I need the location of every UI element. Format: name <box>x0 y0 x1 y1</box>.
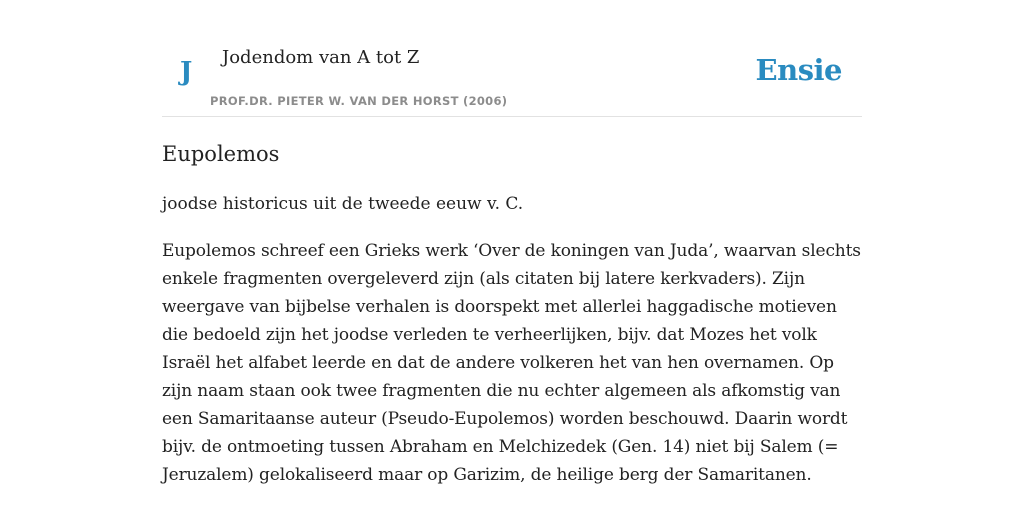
header <box>162 0 862 117</box>
book-title-link[interactable]: Jodendom van A tot Z <box>222 47 420 68</box>
entry-subtitle: joodse historicus uit de tweede eeuw v. C. <box>162 194 524 214</box>
ensie-logo-link[interactable]: Ensie <box>755 53 842 87</box>
entry-content <box>162 138 864 489</box>
book-letter-icon[interactable]: J <box>180 57 193 87</box>
entry-body: Eupolemos schreef een Grieks werk ‘Over de koningen van Juda’, waarvan slechts enkele fragmenten overgeleverd zijn (als citaten bij latere kerkvaders). Zijn weergave van bijbelse verhalen is doorspekt met allerlei haggadische motieven die bedoeld zijn het joodse verleden te verheerlijken, bijv. dat Mozes het volk Israël het alfabet leerde en dat de andere volkeren het van hen overnamen. Op zijn naam staan ook twee fragmenten die nu echter algemeen als afkomstig van een Samaritaanse auteur (Pseudo-Eupolemos) worden beschouwd. Daarin wordt bijv. de ontmoeting tussen Abraham en Melchizedek (Gen. 14) niet bij Salem (= Jeruzalem) gelokaliseerd maar op Garizim, de heilige berg der Samaritanen. <box>162 241 861 485</box>
author-line: PROF.DR. PIETER W. VAN DER HORST (2006) <box>210 94 508 108</box>
entry-title: Eupolemos <box>162 142 280 166</box>
